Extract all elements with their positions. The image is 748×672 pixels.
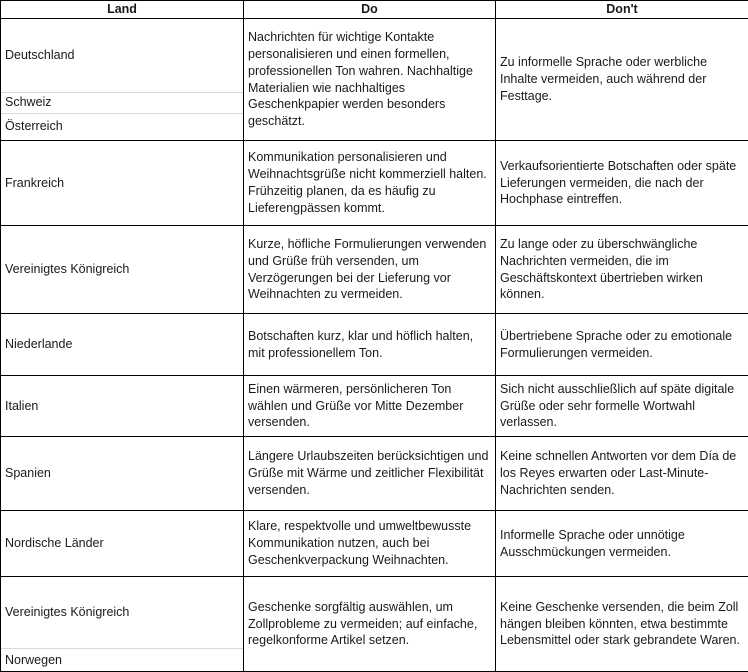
- land-cell: [1, 226, 244, 314]
- dont-cell: Zu lange oder zu überschwängliche Nachrichten vermeiden, die im Geschäftskontext übertrieben wirken können.: [496, 226, 748, 314]
- land-stack: [1, 465, 243, 482]
- land-cell: [1, 577, 244, 672]
- country-name: Nordische Länder: [5, 536, 104, 551]
- table-row: [1, 376, 748, 437]
- table-row: [1, 19, 748, 141]
- dont-cell: Zu informelle Sprache oder werbliche Inhalte vermeiden, auch während der Festtage.: [496, 19, 748, 141]
- dont-cell: Sich nicht ausschließlich auf späte digitale Grüße oder sehr formelle Wortwahl verlassen.: [496, 376, 748, 437]
- country-name: Österreich: [5, 119, 63, 134]
- do-cell: Längere Urlaubszeiten berücksichtigen und Grüße mit Wärme und zeitlicher Flexibilität versenden.: [244, 437, 496, 511]
- country-name: Italien: [5, 398, 39, 413]
- country-name: Schweiz: [1, 93, 243, 114]
- land-stack: [1, 261, 243, 278]
- land-cell: [1, 511, 244, 577]
- country-name: Vereinigtes Königreich: [5, 262, 130, 277]
- dont-cell: Verkaufsorientierte Botschaften oder späte Lieferungen vermeiden, die nach der Hochphase eintreffen.: [496, 141, 748, 226]
- do-cell: Kurze, höfliche Formulierungen verwenden und Grüße früh versenden, um Verzögerungen bei der Lieferung vor Weihnachten zu vermeiden.: [244, 226, 496, 314]
- table-row: [1, 141, 748, 226]
- land-stack: [1, 336, 243, 353]
- dont-cell: Übertriebene Sprache oder zu emotionale Formulierungen vermeiden.: [496, 314, 748, 376]
- col-header-do: Do: [244, 1, 496, 19]
- land-stack: [1, 20, 243, 140]
- country-name: Spanien: [5, 466, 51, 481]
- land-stack: [1, 535, 243, 552]
- land-stack: [1, 398, 243, 415]
- table-body: [1, 19, 748, 672]
- land-stack: [1, 175, 243, 192]
- do-cell: Einen wärmeren, persönlicheren Ton wählen und Grüße vor Mitte Dezember versenden.: [244, 376, 496, 437]
- land-cell: [1, 19, 244, 141]
- do-cell: Geschenke sorgfältig auswählen, um Zollprobleme zu vermeiden; auf einfache, regelkonforme Artikel setzen.: [244, 577, 496, 672]
- land-stack: [1, 577, 243, 671]
- country-name: Niederlande: [5, 337, 73, 352]
- table-row: [1, 226, 748, 314]
- land-cell: [1, 437, 244, 511]
- dont-cell: Informelle Sprache oder unnötige Ausschmückungen vermeiden.: [496, 511, 748, 577]
- do-cell: Kommunikation personalisieren und Weihnachtsgrüße nicht kommerziell halten. Frühzeitig planen, da es häufig zu Lieferengpässen kommt.: [244, 141, 496, 226]
- country-name: Norwegen: [5, 652, 62, 667]
- do-cell: Nachrichten für wichtige Kontakte personalisieren und einen formellen, professionellen Ton wahren. Nachhaltige Materialien wie nachhaltiges Geschenkpapier werden besonders geschätzt.: [244, 19, 496, 141]
- table-row: [1, 437, 748, 511]
- dont-cell: Keine schnellen Antworten vor dem Día de los Reyes erwarten oder Last-Minute-Nachrichten senden.: [496, 437, 748, 511]
- country-name: Deutschland: [1, 20, 243, 93]
- do-cell: Botschaften kurz, klar und höflich halten, mit professionellem Ton.: [244, 314, 496, 376]
- country-name: Frankreich: [5, 175, 65, 190]
- table-row: [1, 314, 748, 376]
- col-header-land: Land: [1, 1, 244, 19]
- table-row: [1, 511, 748, 577]
- table-row: [1, 577, 748, 672]
- land-cell: [1, 141, 244, 226]
- col-header-dont: Don't: [496, 1, 748, 19]
- dont-cell: Keine Geschenke versenden, die beim Zoll hängen bleiben könnten, etwa bestimmte Lebensmittel oder stark gebrandete Waren.: [496, 577, 748, 672]
- land-cell: [1, 376, 244, 437]
- header-row: [1, 1, 748, 19]
- do-cell: Klare, respektvolle und umweltbewusste Kommunikation nutzen, auch bei Geschenkverpackung Weihnachten.: [244, 511, 496, 577]
- country-name: Vereinigtes Königreich: [1, 577, 243, 649]
- land-cell: [1, 314, 244, 376]
